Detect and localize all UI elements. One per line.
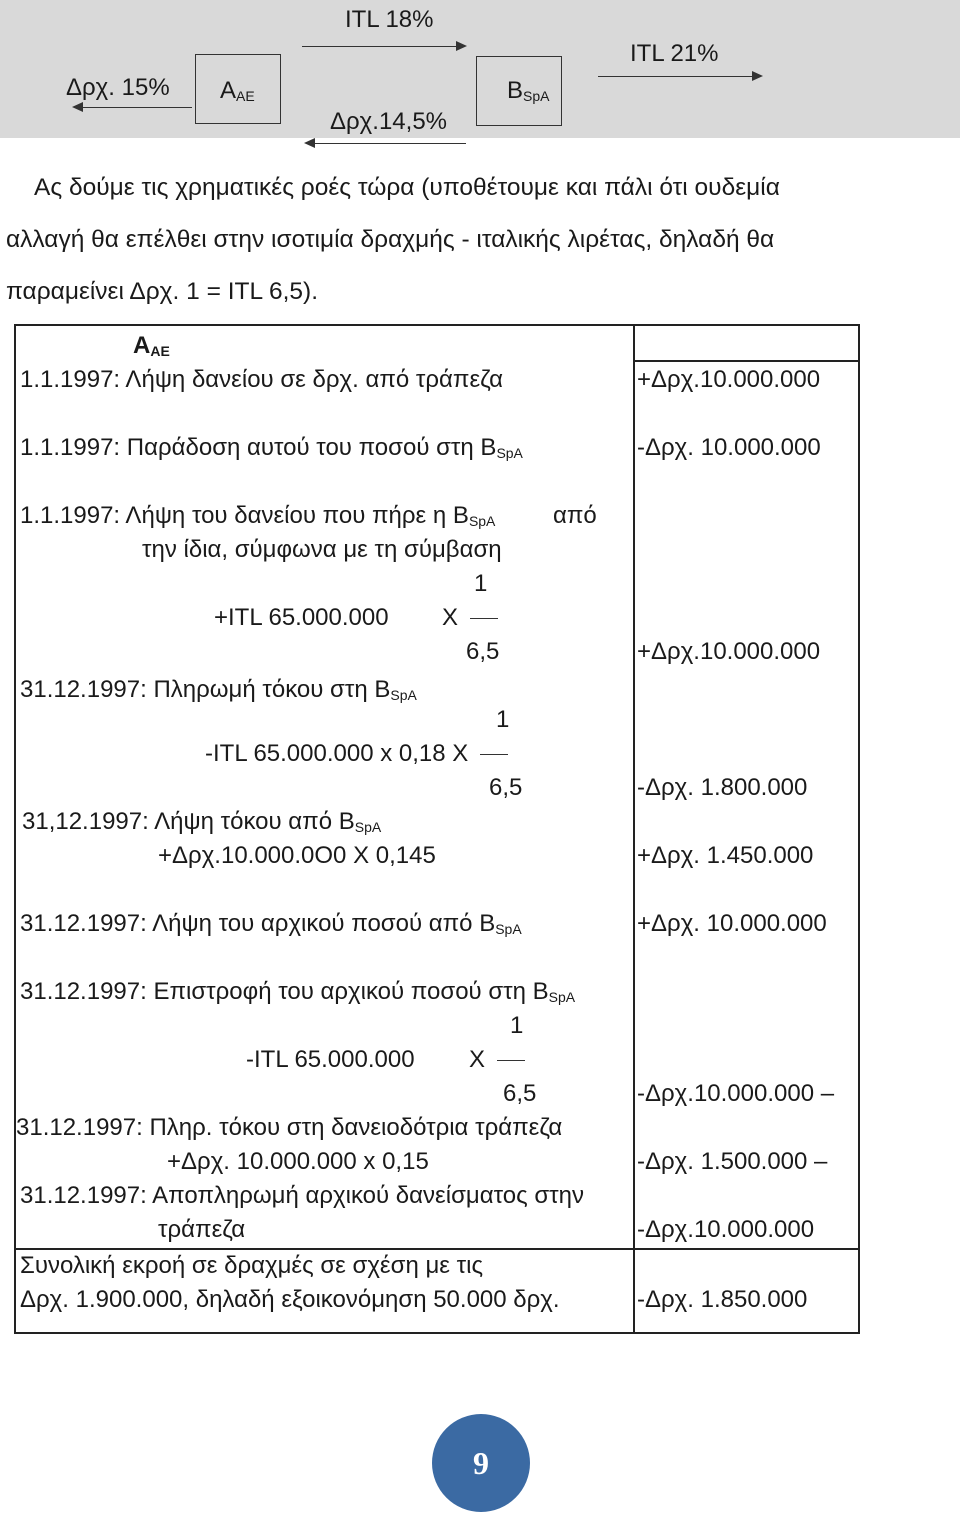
row-3-text: 1.1.1997: Λήψη του δανείου που πήρε η $B_{SpA}$ [20, 502, 496, 529]
row-6-text: 31.12.1997: Λήψη του αρχικού ποσού από $B_{SpA}$ [20, 910, 522, 937]
label-drx-145: Δρχ.14,5% [330, 108, 447, 135]
row-1-amount: +Δρχ.10.000.000 [637, 366, 821, 393]
row-8-text: 31.12.1997: Πληρ. τόκου στη δανειοδότρια τράπεζα [16, 1114, 563, 1141]
page-number-badge [432, 1414, 530, 1512]
flow-diagram [0, 0, 960, 138]
row-4-denominator: 6,5 [489, 774, 523, 801]
label-itl-21: ITL 21% [630, 40, 719, 67]
row-2-amount: -Δρχ. 10.000.000 [637, 434, 821, 461]
row-5-amount: +Δρχ. 1.450.000 [637, 842, 814, 869]
row-4-amount: -Δρχ. 1.800.000 [637, 774, 808, 801]
total-line-1: Συνολική εκροή σε δραχμές σε σχέση με τις [20, 1252, 484, 1279]
table-header: $A_{AE}$ [133, 332, 170, 359]
fraction-bar [480, 754, 508, 755]
row-4-text: 31.12.1997: Πληρωμή τόκου στη $B_{SpA}$ [20, 676, 417, 703]
box-b-label: $B_{SpA}$ [507, 77, 550, 104]
row-3-amount: +Δρχ.10.000.000 [637, 638, 821, 665]
row-3-calc: +ITL 65.000.000 [214, 604, 389, 631]
box-a-label: $A_{AE}$ [220, 77, 255, 104]
arrow-right-line [598, 76, 754, 77]
total-line-2: Δρχ. 1.900.000, δηλαδή εξοικονόμηση 50.000 δρχ. [20, 1286, 560, 1313]
arrow-bottom-head [304, 138, 315, 148]
arrow-top-line [302, 46, 458, 47]
row-3-numerator: 1 [474, 570, 488, 597]
arrow-left-line [82, 107, 192, 108]
row-3-apo: από [553, 502, 597, 529]
row-3-x: X [442, 604, 498, 632]
arrow-top-head [456, 41, 467, 51]
intro-line-1: Ας δούμε τις χρηματικές ροές τώρα (υποθέτουμε και πάλι ότι ουδεμία [34, 174, 780, 201]
total-amount: -Δρχ. 1.850.000 [637, 1286, 808, 1313]
label-itl-18: ITL 18% [345, 6, 434, 33]
label-drx-15: Δρχ. 15% [66, 74, 170, 101]
box-b-spa [476, 56, 562, 126]
row-2-text: 1.1.1997: Παράδοση αυτού του ποσού στη $B_{SpA}$ [20, 434, 523, 461]
row-7-amount: -Δρχ.10.000.000 – [637, 1080, 835, 1107]
row-3-denominator: 6,5 [466, 638, 500, 665]
row-8-calc: +Δρχ. 10.000.000 x 0,15 [167, 1148, 429, 1175]
row-7-numerator: 1 [510, 1012, 524, 1039]
arrow-bottom-line [314, 143, 466, 144]
page-number: 9 [473, 1444, 489, 1481]
row-6-amount: +Δρχ. 10.000.000 [637, 910, 827, 937]
row-8-amount: -Δρχ. 1.500.000 – [637, 1148, 828, 1175]
arrow-left-head [72, 102, 83, 112]
row-5-text: 31,12.1997: Λήψη τόκου από $B_{SpA}$ [22, 808, 382, 835]
table-total-divider [14, 1248, 858, 1250]
row-3-line-2: την ίδια, σύμφωνα με τη σύμβαση [142, 536, 502, 563]
row-9-amount: -Δρχ.10.000.000 [637, 1216, 815, 1243]
row-1-text: 1.1.1997: Λήψη δανείου σε δρχ. από τράπεζα [20, 366, 504, 393]
row-5-calc: +Δρχ.10.000.0O0 X 0,145 [158, 842, 436, 869]
arrow-right-head [752, 71, 763, 81]
intro-line-3: παραμείνει Δρχ. 1 = ITL 6,5). [6, 278, 319, 305]
row-7-x: X [469, 1046, 525, 1074]
table-header-divider [633, 360, 858, 362]
row-7-text: 31.12.1997: Επιστροφή του αρχικού ποσού στη $B_{SpA}$ [20, 978, 576, 1005]
row-7-calc: -ITL 65.000.000 [246, 1046, 415, 1073]
row-9-line-2: τράπεζα [158, 1216, 246, 1243]
row-4-calc: -ITL 65.000.000 x 0,18 X [205, 740, 508, 768]
table-column-divider [633, 324, 635, 1332]
fraction-bar [497, 1060, 525, 1061]
row-4-numerator: 1 [496, 706, 510, 733]
intro-line-2: αλλαγή θα επέλθει στην ισοτιμία δραχμής - ιταλικής λιρέτας, δηλαδή θα [6, 226, 775, 253]
row-7-denominator: 6,5 [503, 1080, 537, 1107]
fraction-bar [470, 618, 498, 619]
row-9-text: 31.12.1997: Αποπληρωμή αρχικού δανείσματος στην [20, 1182, 584, 1209]
box-a-ae [195, 54, 281, 124]
